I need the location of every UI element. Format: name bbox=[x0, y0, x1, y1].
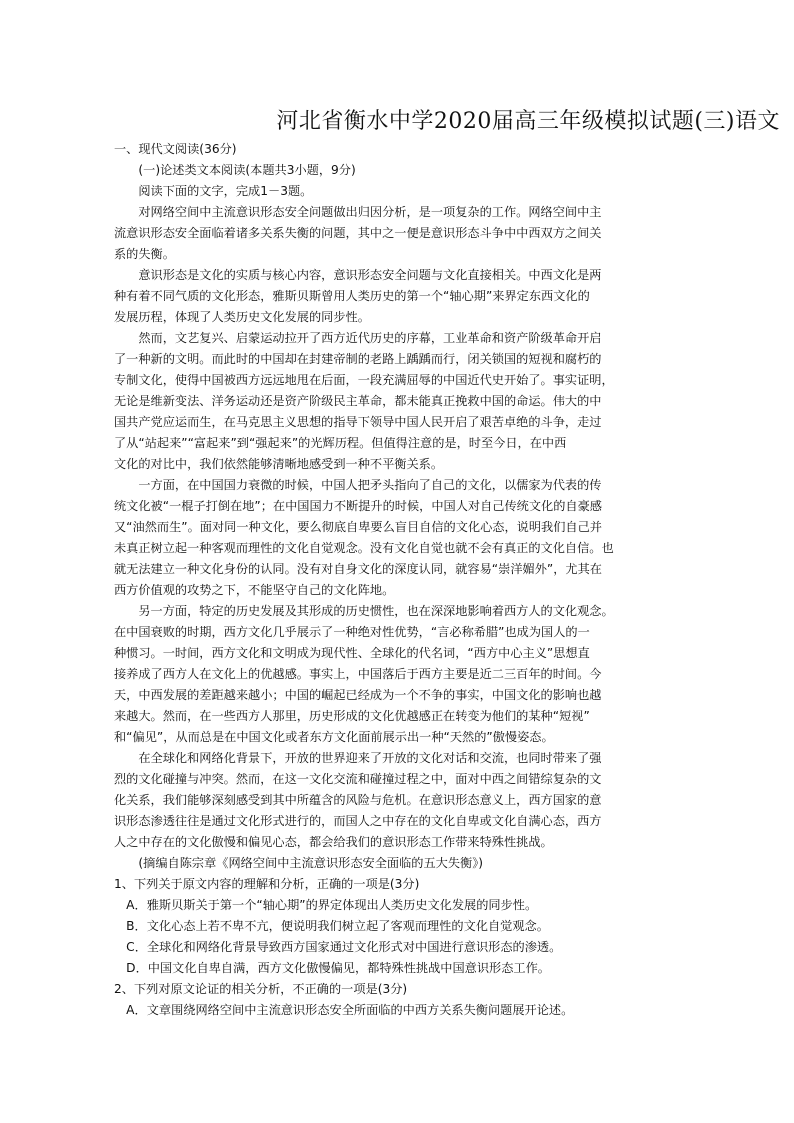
text-line: (一)论述类文本阅读(本题共3小题，9分) bbox=[114, 163, 356, 177]
text-line: 1、下列关于原文内容的理解和分析，正确的一项是(3分) bbox=[114, 877, 420, 891]
text-line: 天，中西发展的差距越来越小；中国的崛起已经成为一个不争的事实，中国文化的影响也越 bbox=[114, 688, 602, 702]
text-line: 2、下列对原文论证的相关分析，不正确的一项是(3分) bbox=[114, 982, 408, 996]
text-line: 一方面，在中国国力衰微的时候，中国人把矛头指向了自己的文化，以儒家为代表的传 bbox=[114, 478, 602, 492]
page-title: 河北省衡水中学2020届高三年级模拟试题(三)语文 bbox=[276, 109, 780, 134]
text-line: 流意识形态安全面临着诸多关系失衡的问题，其中之一便是意识形态斗争中中西双方之间关 bbox=[114, 226, 602, 240]
text-line: 了从“站起来”“富起来”到“强起来”的光辉历程。但值得注意的是，时至今日，在中西 bbox=[114, 436, 567, 450]
text-line: 来越大。然而，在一些西方人那里，历史形成的文化优越感正在转变为他们的某种“短视” bbox=[114, 709, 590, 723]
text-line: 意识形态是文化的实质与核心内容，意识形态安全问题与文化直接相关。中西文化是两 bbox=[114, 268, 602, 282]
text-line: 专制文化，使得中国被西方远远地甩在后面，一段充满屈辱的中国近代史开始了。事实证明， bbox=[114, 373, 614, 387]
text-line: 又“油然而生”。面对同一种文化，要么彻底自卑要么盲目自信的文化心态，说明我们自己并 bbox=[114, 520, 602, 534]
text-line: 化关系，我们能够深刻感受到其中所蕴含的风险与危机。在意识形态意义上，西方国家的意 bbox=[114, 793, 602, 807]
text-line: 一、现代文阅读(36分) bbox=[114, 142, 237, 156]
text-line: 烈的文化碰撞与冲突。然而，在这一文化交流和碰撞过程之中，面对中西之间错综复杂的文 bbox=[114, 772, 602, 786]
text-line: 和“偏见”，从而总是在中国文化或者东方文化面前展示出一种“天然的”傲慢姿态。 bbox=[114, 730, 554, 744]
text-line: A．文章围绕网络空间中主流意识形态安全所面临的中西方关系失衡问题展开论述。 bbox=[114, 1003, 574, 1017]
text-line: 未真正树立起一种客观而理性的文化自觉观念。没有文化自觉也就不会有真正的文化自信。也 bbox=[114, 541, 614, 555]
text-line: 系的失衡。 bbox=[114, 247, 175, 261]
text-line: D．中国文化自卑自满，西方文化傲慢偏见，都特殊性挑战中国意识形态工作。 bbox=[114, 961, 550, 975]
text-line: 接养成了西方人在文化上的优越感。事实上，中国落后于西方主要是近二三百年的时间。今 bbox=[114, 667, 602, 681]
text-line: 在中国衰败的时期，西方文化几乎展示了一种绝对性优势，“言必称希腊”也成为国人的一 bbox=[114, 625, 590, 639]
text-line: (摘编自陈宗章《网络空间中主流意识形态安全面临的五大失衡》) bbox=[114, 856, 484, 870]
text-line: 发展历程，体现了人类历史文化发展的同步性。 bbox=[114, 310, 370, 324]
text-line: 在全球化和网络化背景下，开放的世界迎来了开放的文化对话和交流，也同时带来了强 bbox=[114, 751, 602, 765]
text-line: 统文化被“一棍子打倒在地”；在中国国力不断提升的时候，中国人对自己传统文化的自豪感 bbox=[114, 499, 602, 513]
text-line: 国共产党应运而生，在马克思主义思想的指导下领导中国人民开启了艰苦卓绝的斗争，走过 bbox=[114, 415, 602, 429]
text-line: 种有着不同气质的文化形态，雅斯贝斯曾用人类历史的第一个“轴心期”来界定东西文化的 bbox=[114, 289, 590, 303]
text-line: 人之中存在的文化傲慢和偏见心态，都会给我们的意识形态工作带来特殊性挑战。 bbox=[114, 835, 553, 849]
text-line: 了一种新的文明。而此时的中国却在封建帝制的老路上踽踽而行，闭关锁国的短视和腐朽的 bbox=[114, 352, 602, 366]
text-line: 西方价值观的攻势之下，不能坚守自己的文化阵地。 bbox=[114, 583, 395, 597]
text-line: C．全球化和网络化背景导致西方国家通过文化形式对中国进行意识形态的渗透。 bbox=[114, 940, 562, 954]
text-line: 然而，文艺复兴、启蒙运动拉开了西方近代历史的序幕，工业革命和资产阶级革命开启 bbox=[114, 331, 602, 345]
text-line: A．雅斯贝斯关于第一个“轴心期”的界定体现出人类历史文化发展的同步性。 bbox=[114, 898, 538, 912]
text-line: 文化的对比中，我们依然能够清晰地感受到一种不平衡关系。 bbox=[114, 457, 444, 471]
text-line: 种惯习。一时间，西方文化和文明成为现代性、全球化的代名词，“西方中心主义”思想直 bbox=[114, 646, 590, 660]
text-line: B．文化心态上若不卑不亢，便说明我们树立起了客观而理性的文化自觉观念。 bbox=[114, 919, 549, 933]
text-line: 就无法建立一种文化身份的认同。没有对自身文化的深度认同，就容易“崇洋媚外”，尤其在 bbox=[114, 562, 602, 576]
text-line: 阅读下面的文字，完成1－3题。 bbox=[114, 184, 313, 198]
text-line: 对网络空间中主流意识形态安全问题做出归因分析，是一项复杂的工作。网络空间中主 bbox=[114, 205, 602, 219]
text-line: 识形态渗透往往是通过文化形式进行的，而国人之中存在的文化自卑或文化自满心态，西方 bbox=[114, 814, 602, 828]
text-line: 无论是维新变法、洋务运动还是资产阶级民主革命，都未能真正挽救中国的命运。伟大的中 bbox=[114, 394, 602, 408]
text-line: 另一方面，特定的历史发展及其形成的历史惯性，也在深深地影响着西方人的文化观念。 bbox=[114, 604, 614, 618]
